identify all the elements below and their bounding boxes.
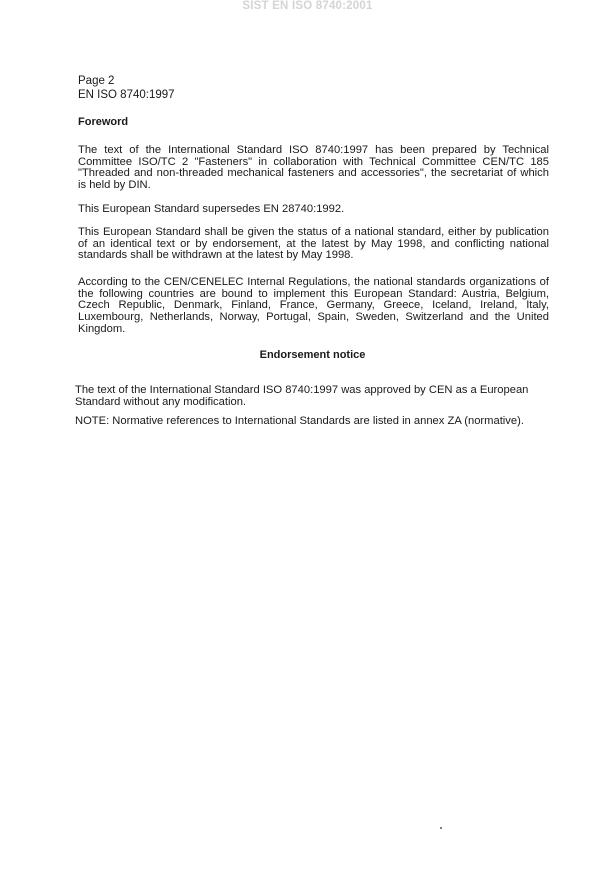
endorsement-heading: Endorsement notice	[259, 349, 366, 361]
foreword-paragraph-1: The text of the International Standard ISO 8740:1997 has been prepared by Technical Committee ISO/TC 2 "Fasteners" in collaboration with Technical Committee CEN/TC 185 "Threaded and non-threaded mechanical fasteners and accessories", the secretariat of which is held by DIN.	[78, 144, 549, 192]
standard-id: EN ISO 8740:1997	[78, 89, 175, 101]
foreword-paragraph-2: This European Standard supersedes EN 28740:1992.	[78, 203, 345, 215]
page-number: Page 2	[78, 75, 115, 87]
foreword-paragraph-4: According to the CEN/CENELEC Internal Regulations, the national standards organizations of the following countries are bound to implement this European Standard: Austria, Belgium, Czech Republic, Denmark, Finland, France, Germany, Greece, Iceland, Ireland, Italy, Luxembourg, Netherlands, Norway, Portugal, Spain, Sweden, Switzerland and the United Kingdom.	[78, 276, 549, 335]
foreword-paragraph-3: This European Standard shall be given the status of a national standard, either by publication of an identical text or by endorsement, at the latest by May 1998, and conflicting national standards shall be withdrawn at the latest by May 1998.	[78, 226, 549, 262]
endorsement-paragraph-1: The text of the International Standard ISO 8740:1997 was approved by CEN as a European Standard without any modification.	[75, 384, 529, 408]
watermark: SIST EN ISO 8740:2001	[242, 0, 373, 12]
foreword-heading: Foreword	[78, 116, 129, 128]
scan-speck	[440, 827, 442, 829]
endorsement-note: NOTE: Normative references to International Standards are listed in annex ZA (normative).	[75, 415, 524, 427]
page-header	[78, 74, 175, 102]
